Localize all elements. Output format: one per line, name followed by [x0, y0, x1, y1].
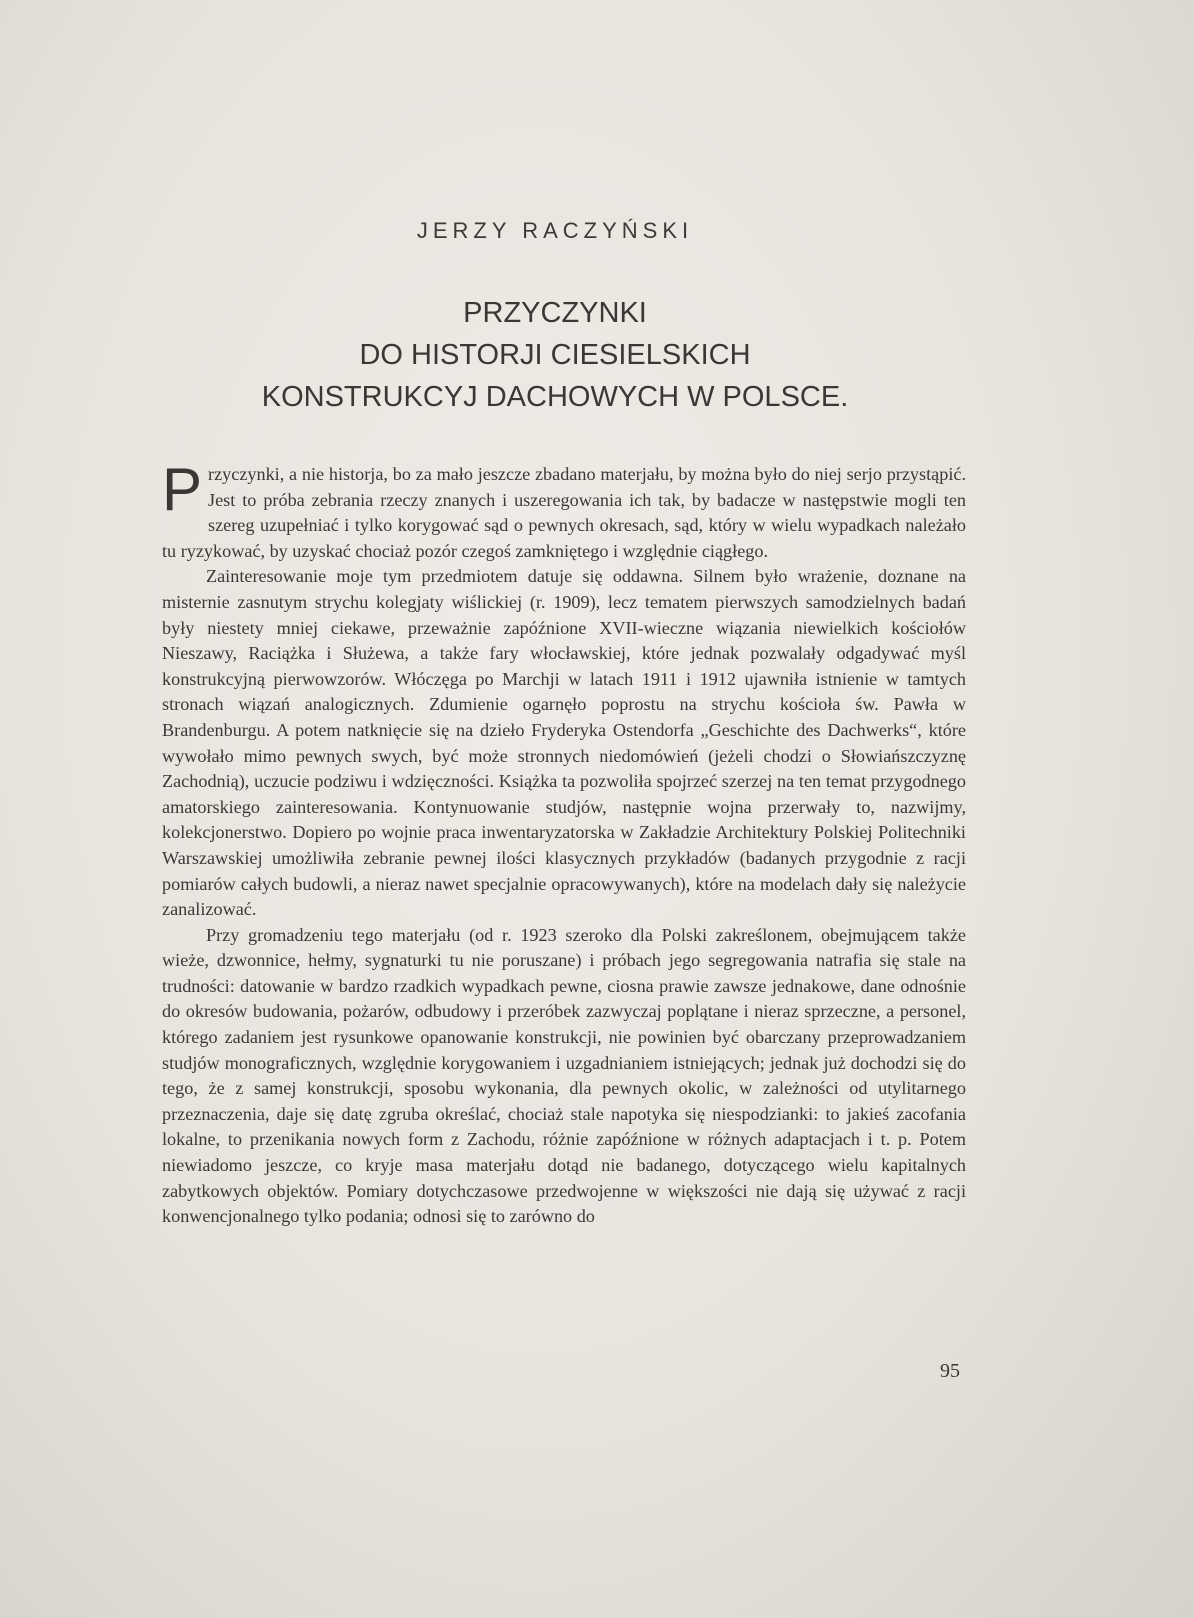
paragraph-1: [162, 456, 966, 564]
article-title: [0, 292, 1110, 418]
page-number: 95: [940, 1360, 960, 1382]
paragraph-1-text: rzyczynki, a nie historja, bo za mało jeszcze zbadano materjału, by można było do niej serjo przystąpić. Jest to próba zebrania rzeczy znanych i uszeregowania ich tak, by badacze w następstwie mogli ten szereg uzupełniać i tylko korygować sąd o pewnych okresach, sąd, który w wielu wypadkach należało tu ryzykować, by uzyskać chociaż pozór czegoś zamkniętego i względnie ciągłego.: [162, 464, 966, 561]
title-line-3: KONSTRUKCYJ DACHOWYCH W POLSCE.: [261, 381, 849, 413]
title-line-1: PRZYCZYNKI: [463, 297, 647, 329]
paragraph-3: Przy gromadzeniu tego materjału (od r. 1923 szeroko dla Polski zakreślonem, obejmującem także wieże, dzwonnice, hełmy, sygnaturki tu nie poruszane) i próbach jego segregowania natrafia się stale na trudności: datowanie w bardzo rzadkich wypadkach pewne, ciosna prawie zawsze jednakowe, dane odnośnie do okresów budowania, pożarów, odbudowy i przeróbek zazwyczaj poplątane i nieraz sprzeczne, a personel, którego zadaniem jest rysunkowe opanowanie konstrukcji, nie powinien być obarczany przeprowadzaniem studjów monograficznych, względnie korygowaniem i uzgadnianiem istniejących; jednak już dochodzi się do tego, że z samej konstrukcji, sposobu wykonania, dla pewnych okolic, w zależności od utylitarnego przeznaczenia, daje się datę zgruba określać, chociaż stale napotyka się niespodzianki: to jakieś zacofania lokalne, to przenikania nowych form z Zachodu, różnie zapóźnione w różnych adaptacjach i t. p. Potem niewiadomo jeszcze, co kryje masa materjału dotąd nie badanego, dotyczącego wielu kapitalnych zabytkowych objektów. Pomiary dotychczasowe przedwojenne w większości nie dają się używać z racji konwencjonalnego tylko podania; odnosi się to zarówno do: [162, 924, 966, 1227]
title-line-2: DO HISTORJI CIESIELSKICH: [359, 339, 751, 371]
drop-cap: P: [162, 456, 203, 523]
paragraph-2: Zainteresowanie moje tym przedmiotem datuje się oddawna. Silnem było wrażenie, doznane na misternie zasnutym strychu kolegjaty wiślickiej (r. 1909), lecz tematem pierwszych samodzielnych badań były niestety mniej ciekawe, przeważnie zapóźnione XVII-wieczne wiązania niewielkich kościołów Nieszawy, Raciążka i Służewa, a także fary włocławskiej, które jednak pozwalały odgadywać myśl konstrukcyjną pierwowzorów. Włóczęga po Marchji w latach 1911 i 1912 ujawniła istnienie w tamtych stronach wiązań analogicznych. Zdumienie ogarnęło poprostu na strychu kościoła św. Pawła w Brandenburgu. A potem natknięcie się na dzieło Fryderyka Ostendorfa „Geschichte des Dachwerks“, które wywołało mimo pewnych swych, być może stronnych niedomówień (jeżeli chodzi o Słowiańszczyznę Zachodnią), uczucie podziwu i wdzięczności. Książka ta pozwoliła spojrzeć szerzej na ten temat przygodnego amatorskiego zainteresowania. Kontynuowanie studjów, następnie wojna przerwały to, nazwijmy, kolekcjonerstwo. Dopiero po wojnie praca inwentaryzatorska w Zakładzie Architektury Polskiej Politechniki Warszawskiej umożliwiła zebranie pewnej ilości klasycznych przykładów (badanych przygodnie z racji pomiarów całych budowli, a nieraz nawet specjalnie opracowywanych), które na modelach dały się należycie zanalizować.: [162, 566, 966, 920]
article-body: [162, 456, 966, 1230]
author-name: JERZY RACZYŃSKI: [416, 218, 694, 243]
